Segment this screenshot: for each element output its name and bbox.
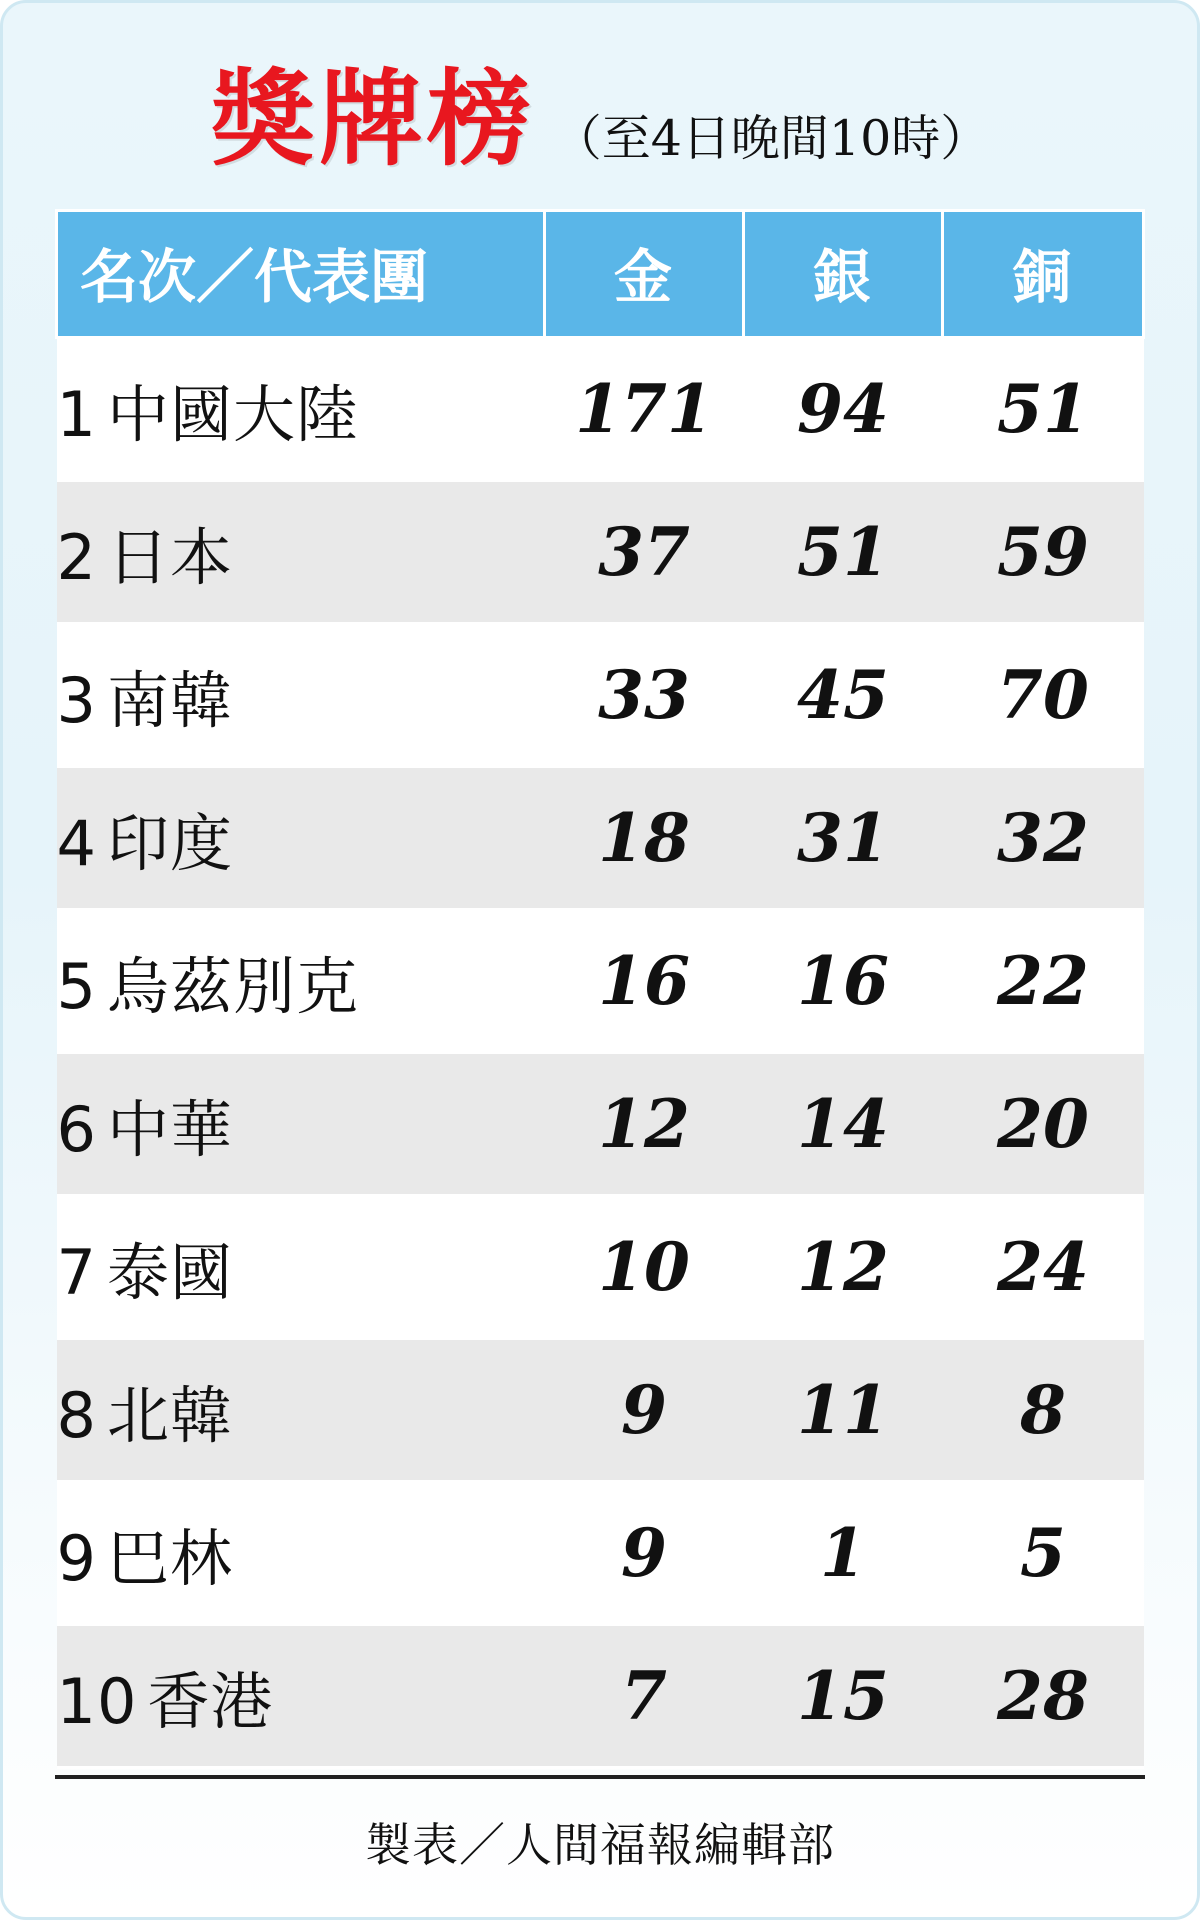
cell-team bbox=[57, 767, 545, 910]
cell-silver: 45 bbox=[743, 624, 942, 767]
cell-rank: 3 bbox=[56, 663, 97, 737]
cell-gold: 171 bbox=[545, 338, 744, 481]
cell-bronze: 8 bbox=[942, 1339, 1143, 1482]
cell-team bbox=[57, 1625, 545, 1768]
cell-bronze: 20 bbox=[942, 1053, 1143, 1196]
table-row bbox=[57, 1196, 1144, 1339]
cell-bronze: 5 bbox=[942, 1482, 1143, 1625]
table-row bbox=[57, 1053, 1144, 1196]
cell-rank: 1 bbox=[56, 377, 97, 451]
cell-team-name: 香港 bbox=[147, 1664, 274, 1738]
table-row bbox=[57, 910, 1144, 1053]
cell-team-name: 烏茲別克 bbox=[106, 949, 359, 1023]
cell-bronze: 24 bbox=[942, 1196, 1143, 1339]
cell-silver: 31 bbox=[743, 767, 942, 910]
cell-bronze: 59 bbox=[942, 481, 1143, 624]
header bbox=[55, 58, 1145, 180]
table-row bbox=[57, 767, 1144, 910]
cell-team-name: 中華 bbox=[106, 1092, 233, 1166]
cell-silver: 14 bbox=[743, 1053, 942, 1196]
table-header-row bbox=[57, 211, 1144, 338]
cell-gold: 9 bbox=[545, 1339, 744, 1482]
cell-team bbox=[57, 481, 545, 624]
cell-bronze: 32 bbox=[942, 767, 1143, 910]
cell-silver: 1 bbox=[743, 1482, 942, 1625]
table-row bbox=[57, 624, 1144, 767]
cell-gold: 12 bbox=[545, 1053, 744, 1196]
cell-team-name: 巴林 bbox=[106, 1521, 233, 1595]
cell-bronze: 51 bbox=[942, 338, 1143, 481]
table-row bbox=[57, 481, 1144, 624]
cell-silver: 12 bbox=[743, 1196, 942, 1339]
cell-silver: 51 bbox=[743, 481, 942, 624]
cell-team bbox=[57, 338, 545, 481]
medal-standings-table bbox=[55, 209, 1145, 1769]
table-header bbox=[57, 211, 1144, 338]
cell-team bbox=[57, 1053, 545, 1196]
cell-gold: 37 bbox=[545, 481, 744, 624]
cell-rank: 10 bbox=[56, 1664, 138, 1738]
cell-rank: 2 bbox=[56, 520, 97, 594]
cell-team bbox=[57, 910, 545, 1053]
cell-gold: 33 bbox=[545, 624, 744, 767]
table-row bbox=[57, 1339, 1144, 1482]
cell-team-name: 北韓 bbox=[106, 1378, 233, 1452]
cell-rank: 8 bbox=[56, 1378, 97, 1452]
column-header-silver: 銀 bbox=[743, 211, 942, 338]
cell-silver: 15 bbox=[743, 1625, 942, 1768]
cell-silver: 94 bbox=[743, 338, 942, 481]
cell-team bbox=[57, 1482, 545, 1625]
cell-rank: 6 bbox=[56, 1092, 97, 1166]
cell-team-name: 印度 bbox=[106, 806, 233, 880]
cell-silver: 11 bbox=[743, 1339, 942, 1482]
column-header-gold: 金 bbox=[545, 211, 744, 338]
cell-team bbox=[57, 1196, 545, 1339]
page-subtitle: （至4日晚間10時） bbox=[552, 110, 990, 167]
cell-bronze: 70 bbox=[942, 624, 1143, 767]
cell-team-name: 日本 bbox=[106, 520, 233, 594]
table-row bbox=[57, 1625, 1144, 1768]
column-header-bronze: 銅 bbox=[942, 211, 1143, 338]
table-row bbox=[57, 338, 1144, 481]
cell-rank: 5 bbox=[56, 949, 97, 1023]
page-title: 獎牌榜 bbox=[210, 58, 535, 180]
cell-rank: 4 bbox=[56, 806, 97, 880]
cell-gold: 10 bbox=[545, 1196, 744, 1339]
table-body bbox=[57, 338, 1144, 1768]
cell-team-name: 中國大陸 bbox=[106, 377, 359, 451]
cell-team bbox=[57, 624, 545, 767]
cell-team-name: 南韓 bbox=[106, 663, 233, 737]
cell-bronze: 22 bbox=[942, 910, 1143, 1053]
cell-rank: 9 bbox=[56, 1521, 97, 1595]
table-row bbox=[57, 1482, 1144, 1625]
cell-gold: 18 bbox=[545, 767, 744, 910]
cell-gold: 16 bbox=[545, 910, 744, 1053]
cell-team-name: 泰國 bbox=[106, 1235, 233, 1309]
cell-gold: 7 bbox=[545, 1625, 744, 1768]
credit-line: 製表／人間福報編輯部 bbox=[365, 1818, 835, 1872]
cell-silver: 16 bbox=[743, 910, 942, 1053]
column-header-team: 名次／代表團 bbox=[57, 211, 545, 338]
cell-rank: 7 bbox=[56, 1235, 97, 1309]
cell-team bbox=[57, 1339, 545, 1482]
cell-bronze: 28 bbox=[942, 1625, 1143, 1768]
cell-gold: 9 bbox=[545, 1482, 744, 1625]
